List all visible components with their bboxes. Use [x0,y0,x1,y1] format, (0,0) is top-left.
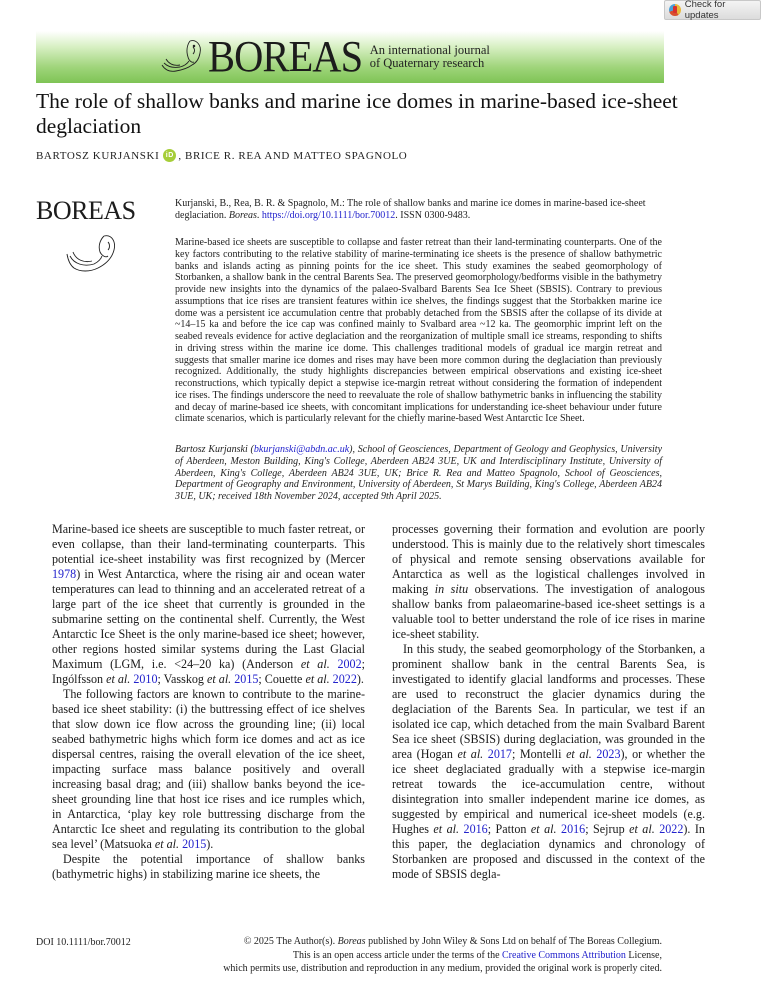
ref-link[interactable]: 2016 [463,822,488,836]
side-journal-logo [36,198,146,276]
email-link[interactable]: bkurjanski@abdn.ac.uk [253,444,350,455]
text: published by John Wiley & Sons Ltd on behalf of The Boreas Collegium. [365,936,662,947]
text: License, [625,949,662,961]
author-list [36,149,407,162]
ref-link[interactable]: 2023 [596,747,621,761]
paragraph [52,687,365,852]
text: ). [206,837,214,851]
in-situ: in situ [434,582,469,596]
ref-link[interactable]: 2017 [487,747,512,761]
author-1: BARTOSZ KURJANSKI [36,149,160,162]
ref-link[interactable]: 2010 [133,672,158,686]
mammoth-logo-icon [160,37,206,77]
journal-banner [36,31,664,83]
check-for-updates-button[interactable] [664,0,761,20]
text: ; Vasskog [157,672,208,686]
journal-title: BOREAS [208,32,363,81]
mammoth-small-icon [64,232,118,276]
affil-name: Bartosz Kurjanski ( [175,444,254,455]
ref-link[interactable]: 2002 [337,657,362,671]
text: ; Patton [487,822,531,836]
etal: et al. [566,747,592,761]
ref-link[interactable]: 2022 [659,822,684,836]
footer-license [120,935,662,976]
text: ), or whether the ice sheet deglaciated gradually with a stepwise ice-margin retreat towards the ice-accumulation centre, without disintegration into smaller independent marine ice domes, as suggested by empirical and numerical ice-sheet models (e.g. Hughes [392,747,706,836]
etal: et al. [106,672,131,686]
text: processes governing their formation and evolution are poorly understood. This is mainly due to the relatively short timescales of physical and remote sensing observations available for Antarctica as well as the logistical challenges involved in making [392,522,705,596]
paragraph [52,522,365,687]
footer-line-3: which permits use, distribution and reproduction in any medium, provided the original work is properly cited. [223,963,662,974]
crossmark-icon [669,4,681,16]
orcid-icon[interactable]: iD [163,149,176,162]
text: This is an open access article under the terms of the [292,949,503,961]
text: The following factors are known to contribute to the marine-based ice sheet stability: (i) the buttressing effect of ice shelves that slow down ice flow across the grounding line; (ii) local seabed bathymetric highs which form ice domes and act as ice dispersal centres, raising the overall elevation of the ice sheet, impacting surface mass balance positively and overall increasing basal drag; and (iii) shallow banks beyond the ice-sheet grounding line that host ice rises and ice rumples which, in Antarctica, ‘play key role buttressing discharge from the Antarctic Ice sheet and regulating its contribution to the global sea level’ (Matsuoka [52,687,365,851]
footer-line-1 [120,935,662,949]
subtitle-line-1: An international journal [369,43,490,57]
text: Marine-based ice sheets are susceptible to much faster retreat, or even collapse, than their land-terminating counterparts. This potential ice-sheet instability was first recognized by (Mercer [52,522,365,566]
footer-line-2 [120,949,662,963]
text: observations. The investigation of analogous shallow banks from palaeomarine-based ice-sheet settings is a valuable tool to better understand the role of ice rises in marine ice-sheet stability. [392,582,705,641]
text: © 2025 The Author(s). [243,936,338,947]
body-column-right [392,522,705,882]
etal: et al. [207,672,232,686]
text: ) in West Antarctica, where the rising air and ocean water temperatures can lead to thinning and an accelerated retreat of a large part of the ice sheet that currently is grounded in the submarine setting on the continental shelf. Currently, the West Antarctic Ice Sheet is the only marine-based ice sheet; however, other regions hosted similar systems during the Last Glacial Maximum (LGM, i.e. <24–20 ka) (Anderson [52,567,365,671]
article-title: The role of shallow banks and marine ice domes in marine-based ice-sheet deglaciation [36,89,678,138]
citation-text: Kurjanski, B., Rea, B. R. & Spagnolo, M.: The role of shallow banks and marine ice domes in marine-based ice-sheet deglaciation. [175,198,646,221]
side-logo-title: BOREAS [36,196,136,225]
ref-link[interactable]: 2015 [182,837,207,851]
text: ; Ingólfsson [52,657,365,686]
text: ; Couette [258,672,306,686]
license-link[interactable]: Creative Commons Attribution [502,949,626,961]
citation-block [175,198,662,221]
text: In this study, the seabed geomorphology of the Storbanken, a prominent shallow bank in the central Barents Sea, is investigated to identify glacial landforms and processes. These are used to reconstruct the glacier dynamics during the deglaciation of the Barents Sea. In particular, we test if an isolated ice cap, which detached from the main Svalbard Barent Sea ice sheet (SBSIS) during deglaciation, was grounded in the area (Hogan [392,642,705,761]
abstract: Marine-based ice sheets are susceptible to collapse and faster retreat than their land-terminating counterparts. One of the key factors contributing to the relative stability of marine-terminating ice sheets is the presence of shallow bathymetric banks and islands acting as pinning points for the ice sheet. This study examines the seabed geomorphology of Storbanken, a shallow bank in the central Barents Sea. The preserved geomorphology/bedforms visible in the bathymetry provide new insights into the dynamics of the palaeo-Svalbard Barents Sea Ice Sheet (SBSIS). Contrary to previous assumptions that ice rises are transient features within ice shelves, the findings suggest that the Storbakken marine ice dome was a persistent ice accumulation centre that probably detached from the SBSIS after the collapse of its divide at ~14–15 ka and before the ice cap was confined mainly to Svalbard area ~12 ka. The geomorphic imprint left on the seabed reveals evidence for active deglaciation and the reorganization of multiple small ice streams, responding to shifts in driving stress within the marine ice dome. This challenges traditional models of gradual ice margin retreat and suggests that smaller marine ice domes and rises may have been more common during the deglaciation than previously recognized. Additionally, the study highlights discrepancies between empirical observations and existing ice-sheet reconstructions, which typically depict a stepwise ice-margin retreat without considering the formation of independent ice rises. The findings underscore the need to reevaluate the role of shallow bathymetric banks in influencing the stability and decay of marine-based ice sheets, with concomitant implications for understanding ice-sheet behaviour under future climate scenarios, which is particularly relevant for the chiefly marine-based West Antarctic Ice Sheet. [175,237,662,425]
authors-rest: , BRICE R. REA AND MATTEO SPAGNOLO [178,149,408,162]
etal: et al. [305,672,330,686]
ref-link[interactable]: 2016 [561,822,586,836]
text: ). [356,672,364,686]
citation-journal: Boreas [228,209,257,221]
citation-issn: . ISSN 0300-9483. [395,209,471,221]
check-updates-label: Check for updates [684,0,726,21]
journal: Boreas [337,936,366,947]
text: ; Sejrup [585,822,630,836]
journal-subtitle [370,44,490,70]
citation-sep: . [256,209,262,221]
text: ). In this paper, the deglaciation dynamics and chronology of Storbanken are proposed and discussed in the context of the mode of SBSIS degla- [392,822,705,881]
paragraph [392,642,705,882]
etal: et al. [433,822,460,836]
author-affiliations [175,444,662,503]
etal: et al. [530,822,557,836]
text: ; Montelli [511,747,567,761]
ref-link[interactable]: 1978 [52,567,77,581]
etal: et al. [300,657,330,671]
etal: et al. [154,837,180,851]
paragraph: Despite the potential importance of shallow banks (bathymetric highs) in stabilizing marine ice sheets, the [52,852,365,881]
etal: et al. [457,747,484,761]
body-column-left [52,522,365,882]
ref-link[interactable]: 2022 [332,672,357,686]
affil-rest: ), School of Geosciences, Department of Geology and Geophysics, University of Aberdeen, Meston Building, King's College, Aberdeen AB24 3UE, UK and Interdisciplinary Institute, University of Aberdeen, King's College, Aberdeen AB24 3UE, UK; Brice R. Rea and Matteo Spagnolo, School of Geosciences, Department of Geography and Environment, University of Aberdeen, St Marys Building, King's College, Aberdeen AB24 3UE, UK; received 18th November 2024, accepted 9th April 2025. [175,444,663,502]
etal: et al. [629,822,655,836]
ref-link[interactable]: 2015 [234,672,259,686]
subtitle-line-2: of Quaternary research [369,56,485,70]
footer-doi: DOI 10.1111/bor.70012 [36,937,131,948]
doi-link[interactable]: https://doi.org/10.1111/bor.70012 [261,209,396,221]
paragraph [392,522,705,642]
